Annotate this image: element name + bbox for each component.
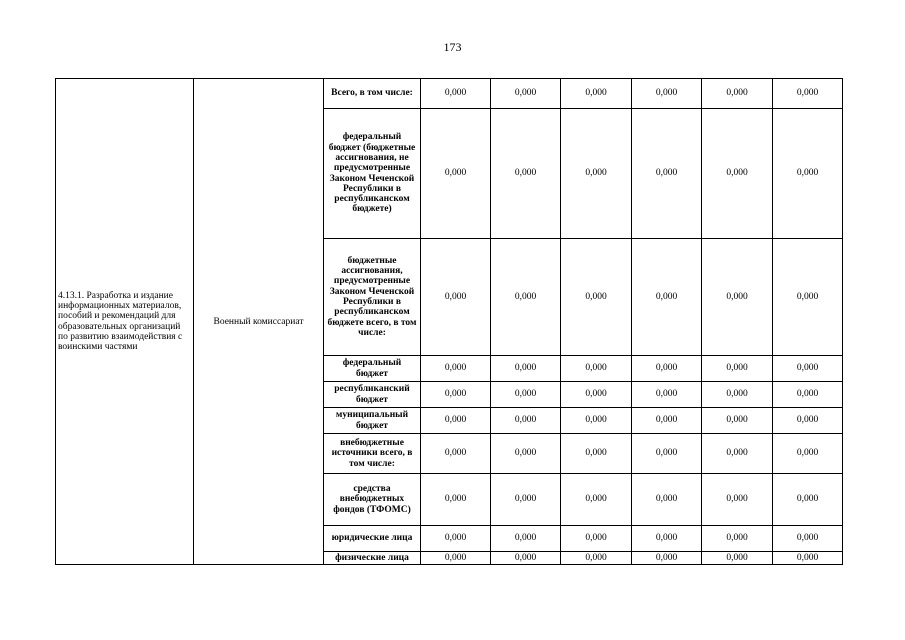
value-cell: 0,000 <box>702 526 773 552</box>
value-cell: 0,000 <box>491 109 561 239</box>
value-cell: 0,000 <box>561 356 632 382</box>
value-cell: 0,000 <box>491 408 561 434</box>
value-cell: 0,000 <box>421 356 491 382</box>
value-cell: 0,000 <box>702 79 773 109</box>
page-number: 173 <box>443 40 462 54</box>
value-cell: 0,000 <box>421 239 491 356</box>
value-cell: 0,000 <box>561 408 632 434</box>
value-cell: 0,000 <box>702 239 773 356</box>
value-cell: 0,000 <box>702 552 773 565</box>
measure-cell: 4.13.1. Разработка и издание информационных материалов, пособий и рекомендаций для образовательных организаций по развитию взаимодействия с воинскими частями <box>56 79 194 565</box>
value-cell: 0,000 <box>632 434 702 474</box>
source-cell: республиканский бюджет <box>324 382 421 408</box>
value-cell: 0,000 <box>632 474 702 526</box>
value-cell: 0,000 <box>491 526 561 552</box>
value-cell: 0,000 <box>773 408 843 434</box>
value-cell: 0,000 <box>773 526 843 552</box>
executor-cell: Военный комиссариат <box>194 79 324 565</box>
value-cell: 0,000 <box>702 356 773 382</box>
value-cell: 0,000 <box>491 552 561 565</box>
value-cell: 0,000 <box>702 109 773 239</box>
value-cell: 0,000 <box>632 239 702 356</box>
value-cell: 0,000 <box>561 382 632 408</box>
value-cell: 0,000 <box>491 474 561 526</box>
value-cell: 0,000 <box>491 356 561 382</box>
value-cell: 0,000 <box>632 382 702 408</box>
value-cell: 0,000 <box>702 382 773 408</box>
value-cell: 0,000 <box>561 239 632 356</box>
value-cell: 0,000 <box>421 526 491 552</box>
value-cell: 0,000 <box>773 239 843 356</box>
value-cell: 0,000 <box>421 382 491 408</box>
value-cell: 0,000 <box>773 474 843 526</box>
value-cell: 0,000 <box>773 434 843 474</box>
source-cell: средства внебюджетных фондов (ТФОМС) <box>324 474 421 526</box>
value-cell: 0,000 <box>421 474 491 526</box>
value-cell: 0,000 <box>421 109 491 239</box>
value-cell: 0,000 <box>561 79 632 109</box>
source-cell: юридические лица <box>324 526 421 552</box>
value-cell: 0,000 <box>773 79 843 109</box>
value-cell: 0,000 <box>702 474 773 526</box>
value-cell: 0,000 <box>421 434 491 474</box>
value-cell: 0,000 <box>491 382 561 408</box>
table-row <box>56 79 843 109</box>
value-cell: 0,000 <box>561 526 632 552</box>
value-cell: 0,000 <box>421 79 491 109</box>
value-cell: 0,000 <box>632 356 702 382</box>
value-cell: 0,000 <box>561 109 632 239</box>
value-cell: 0,000 <box>702 434 773 474</box>
value-cell: 0,000 <box>561 474 632 526</box>
value-cell: 0,000 <box>632 408 702 434</box>
value-cell: 0,000 <box>632 552 702 565</box>
financing-table <box>55 78 843 565</box>
value-cell: 0,000 <box>421 552 491 565</box>
source-cell: бюджетные ассигнования, предусмотренные Законом Чеченской Республики в республиканском бюджете всего, в том числе: <box>324 239 421 356</box>
value-cell: 0,000 <box>491 434 561 474</box>
source-cell: федеральный бюджет <box>324 356 421 382</box>
value-cell: 0,000 <box>702 408 773 434</box>
value-cell: 0,000 <box>561 434 632 474</box>
value-cell: 0,000 <box>773 356 843 382</box>
value-cell: 0,000 <box>561 552 632 565</box>
value-cell: 0,000 <box>491 239 561 356</box>
value-cell: 0,000 <box>632 109 702 239</box>
value-cell: 0,000 <box>421 408 491 434</box>
value-cell: 0,000 <box>491 79 561 109</box>
value-cell: 0,000 <box>773 109 843 239</box>
source-cell: муниципальный бюджет <box>324 408 421 434</box>
value-cell: 0,000 <box>632 79 702 109</box>
source-cell: физические лица <box>324 552 421 565</box>
value-cell: 0,000 <box>773 552 843 565</box>
source-cell: внебюджетные источники всего, в том числе: <box>324 434 421 474</box>
value-cell: 0,000 <box>773 382 843 408</box>
source-cell: Всего, в том числе: <box>324 79 421 109</box>
source-cell: федеральный бюджет (бюджетные ассигнования, не предусмотренные Законом Чеченской Республики в республиканском бюджете) <box>324 109 421 239</box>
value-cell: 0,000 <box>632 526 702 552</box>
